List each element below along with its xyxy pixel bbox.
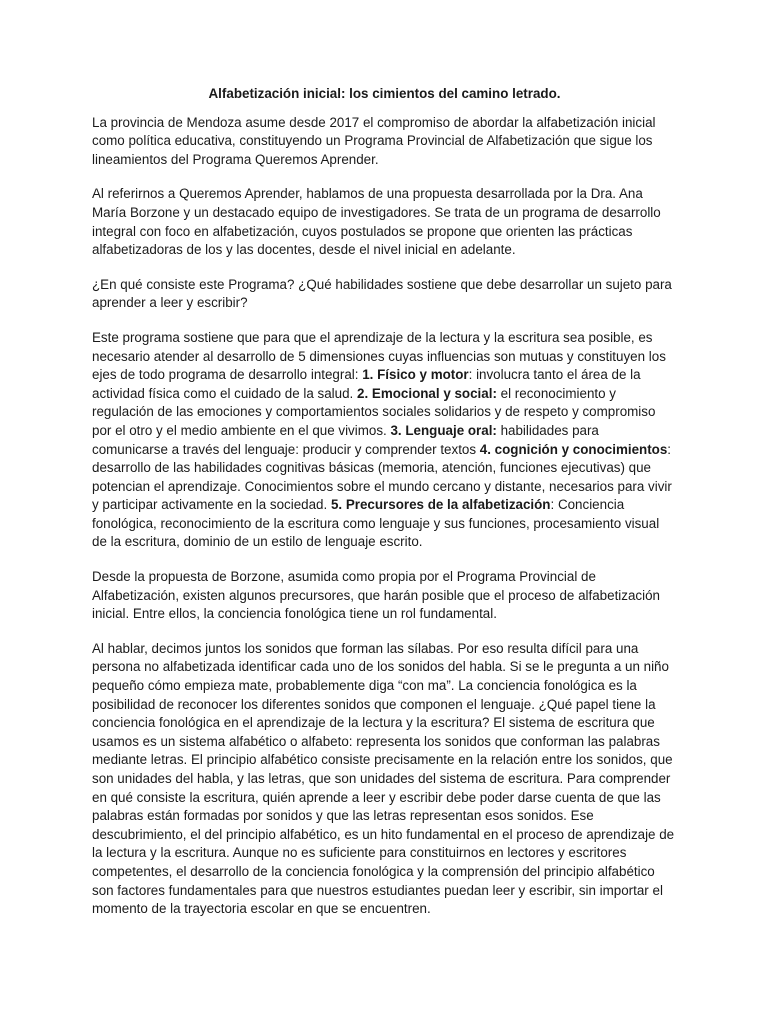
document-page — [92, 85, 677, 935]
dimension-1-label: 1. Físico y motor — [362, 367, 469, 383]
dimension-5-text: : Conciencia fonológica, reconocimiento de la escritura como lenguaje y sus funciones, procesamiento visual de la escritura, dominio de un estilo de lenguaje escrito. — [92, 497, 660, 550]
paragraph-2: Al referirnos a Queremos Aprender, hablamos de una propuesta desarrollada por la Dra. Ana María Borzone y un destacado equipo de investigadores. Se trata de un programa de desarrollo integral con foco en alfabetización, cuyos postulados se propone que orienten las prácticas alfabetizadoras de los y las docentes, desde el nivel inicial en adelante. — [92, 186, 661, 258]
dimension-4-label: 4. cognición y conocimientos — [479, 441, 668, 457]
paragraph-5: Desde la propuesta de Borzone, asumida como propia por el Programa Provincial de Alfabetización, existen algunos precursores, que harán posible que el proceso de alfabetización inicial. Entre ellos, la conciencia fonológica tiene un rol fundamental. — [92, 569, 660, 622]
document-title: Alfabetización inicial: los cimientos del camino letrado. — [208, 86, 561, 101]
p4-intro: Este programa sostiene que para que el aprendizaje de la lectura y la escritura sea posible, es necesario atender al desarrollo de 5 dimensiones cuyas influencias son mutuas y constituyen los ejes de todo programa de desarrollo integral: — [92, 329, 666, 383]
paragraph-4 — [92, 329, 677, 552]
dimension-3-label: 3. Lenguaje oral: — [390, 422, 497, 438]
paragraph-3: ¿En qué consiste este Programa? ¿Qué habilidades sostiene que debe desarrollar un sujeto para aprender a leer y escribir? — [92, 276, 672, 311]
paragraph-1: La provincia de Mendoza asume desde 2017 el compromiso de abordar la alfabetización inicial como política educativa, constituyendo un Programa Provincial de Alfabetización que sigue los lineamientos del Programa Queremos Aprender. — [92, 114, 656, 167]
dimension-2-label: 2. Emocional y social: — [357, 385, 497, 401]
dimension-4-text: : desarrollo de las habilidades cognitivas básicas (memoria, atención, funciones ejecutivas) que potencian el aprendizaje. Conocimientos sobre el mundo cercano y distante, necesarios para vivir y participar activamente en la sociedad. — [92, 441, 672, 513]
dimension-1-text: : involucra tanto el área de la actividad física como el cuidado de la salud. — [92, 367, 641, 401]
dimension-2-text: el reconocimiento y regulación de las emociones y comportamientos sociales solidarios y de respeto y compromiso por el otro y el medio ambiente en el que vivimos. — [92, 385, 656, 438]
paragraph-6: Al hablar, decimos juntos los sonidos que forman las sílabas. Por eso resulta difícil para una persona no alfabetizada identificar cada uno de los sonidos del habla. Si se le pregunta a un niño pequeño cómo empieza mate, probablemente diga “con ma”. La conciencia fonológica es la posibilidad de reconocer los diferentes sonidos que componen el lenguaje. ¿Qué papel tiene la conciencia fonológica en el aprendizaje de la lectura y la escritura? El sistema de escritura que usamos es un sistema alfabético o alfabeto: representa los sonidos que conforman las palabras mediante letras. El principio alfabético consiste precisamente en la relación entre los sonidos, que son unidades del habla, y las letras, que son unidades del sistema de escritura. Para comprender en qué consiste la escritura, quién aprende a leer y escribir debe poder darse cuenta de que las palabras están formadas por sonidos y que las letras representan esos sonidos. Ese descubrimiento, el del principio alfabético, es un hito fundamental en el proceso de aprendizaje de la lectura y la escritura. Aunque no es suficiente para constituirnos en lectores y escritores competentes, el desarrollo de la conciencia fonológica y la comprensión del principio alfabético son factores fundamentales para que nuestros estudiantes puedan leer y escribir, sin importar el momento de la trayectoria escolar en que se encuentren. — [92, 640, 675, 917]
dimension-3-text: habilidades para comunicarse a través del lenguaje: producir y comprender textos — [92, 422, 599, 457]
dimension-5-label: 5. Precursores de la alfabetización — [330, 497, 551, 513]
